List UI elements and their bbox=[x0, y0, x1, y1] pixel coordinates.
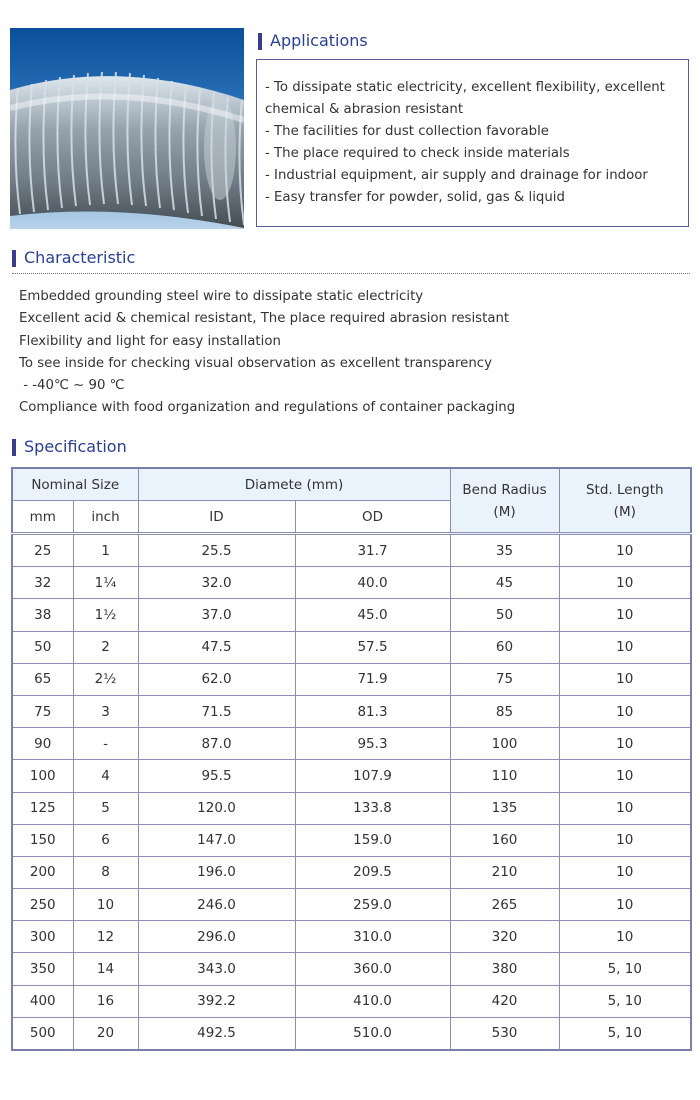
header-bend-radius-label: Bend Radius bbox=[462, 481, 547, 498]
characteristic-line: - -40℃ ~ 90 ℃ bbox=[19, 378, 125, 394]
cell-mm: 200 bbox=[12, 856, 73, 888]
cell-inch: 1 bbox=[73, 534, 138, 567]
cell-id: 87.0 bbox=[138, 728, 295, 760]
applications-line: - Industrial equipment, air supply and drainage for indoor bbox=[265, 168, 648, 183]
cell-std-length: 10 bbox=[559, 824, 691, 856]
cell-id: 343.0 bbox=[138, 953, 295, 985]
cell-od: 209.5 bbox=[295, 856, 450, 888]
table-row bbox=[12, 856, 691, 888]
cell-id: 37.0 bbox=[138, 599, 295, 631]
header-bend-radius-unit: (M) bbox=[493, 503, 516, 520]
table-row bbox=[12, 985, 691, 1017]
cell-id: 62.0 bbox=[138, 663, 295, 695]
cell-mm: 25 bbox=[12, 534, 73, 567]
cell-std-length: 5, 10 bbox=[559, 953, 691, 985]
cell-inch: 2½ bbox=[73, 663, 138, 695]
table-row bbox=[12, 760, 691, 792]
cell-bend-radius: 420 bbox=[450, 985, 559, 1017]
specification-table-body bbox=[12, 534, 691, 1051]
cell-mm: 400 bbox=[12, 985, 73, 1017]
applications-line: - To dissipate static electricity, excellent flexibility, excellent bbox=[265, 80, 665, 95]
cell-bend-radius: 265 bbox=[450, 889, 559, 921]
cell-std-length: 10 bbox=[559, 695, 691, 727]
header-diameter: Diamete (mm) bbox=[138, 468, 450, 501]
header-std-length-label: Std. Length bbox=[585, 481, 664, 498]
cell-od: 40.0 bbox=[295, 567, 450, 599]
cell-inch: - bbox=[73, 728, 138, 760]
characteristic-line: Flexibility and light for easy installation bbox=[19, 333, 281, 349]
cell-std-length: 10 bbox=[559, 631, 691, 663]
cell-id: 25.5 bbox=[138, 534, 295, 567]
table-row bbox=[12, 567, 691, 599]
cell-od: 133.8 bbox=[295, 792, 450, 824]
cell-id: 392.2 bbox=[138, 985, 295, 1017]
table-row bbox=[12, 953, 691, 985]
cell-id: 47.5 bbox=[138, 631, 295, 663]
cell-id: 147.0 bbox=[138, 824, 295, 856]
table-row bbox=[12, 889, 691, 921]
cell-std-length: 10 bbox=[559, 534, 691, 567]
cell-bend-radius: 110 bbox=[450, 760, 559, 792]
cell-od: 71.9 bbox=[295, 663, 450, 695]
cell-std-length: 10 bbox=[559, 728, 691, 760]
cell-std-length: 10 bbox=[559, 889, 691, 921]
cell-std-length: 10 bbox=[559, 663, 691, 695]
cell-mm: 150 bbox=[12, 824, 73, 856]
cell-id: 492.5 bbox=[138, 1017, 295, 1050]
cell-bend-radius: 85 bbox=[450, 695, 559, 727]
cell-mm: 65 bbox=[12, 663, 73, 695]
cell-bend-radius: 160 bbox=[450, 824, 559, 856]
cell-od: 360.0 bbox=[295, 953, 450, 985]
section-divider bbox=[12, 273, 690, 274]
applications-box bbox=[256, 59, 689, 227]
cell-bend-radius: 60 bbox=[450, 631, 559, 663]
cell-bend-radius: 210 bbox=[450, 856, 559, 888]
applications-line: - The place required to check inside materials bbox=[265, 146, 570, 161]
cell-od: 95.3 bbox=[295, 728, 450, 760]
cell-od: 81.3 bbox=[295, 695, 450, 727]
cell-bend-radius: 75 bbox=[450, 663, 559, 695]
applications-line: chemical & abrasion resistant bbox=[265, 102, 464, 117]
cell-inch: 1½ bbox=[73, 599, 138, 631]
cell-std-length: 10 bbox=[559, 760, 691, 792]
cell-mm: 100 bbox=[12, 760, 73, 792]
cell-inch: 12 bbox=[73, 921, 138, 953]
header-std-length bbox=[559, 468, 691, 534]
cell-inch: 3 bbox=[73, 695, 138, 727]
characteristic-title: Characteristic bbox=[12, 249, 135, 267]
header-mm: mm bbox=[12, 501, 73, 534]
specification-title: Specification bbox=[12, 438, 127, 456]
cell-id: 196.0 bbox=[138, 856, 295, 888]
table-row bbox=[12, 792, 691, 824]
table-row bbox=[12, 728, 691, 760]
cell-od: 510.0 bbox=[295, 1017, 450, 1050]
characteristic-line: To see inside for checking visual observation as excellent transparency bbox=[19, 355, 492, 371]
cell-od: 45.0 bbox=[295, 599, 450, 631]
cell-std-length: 5, 10 bbox=[559, 985, 691, 1017]
cell-inch: 16 bbox=[73, 985, 138, 1017]
cell-bend-radius: 45 bbox=[450, 567, 559, 599]
characteristic-line: Excellent acid & chemical resistant, The place required abrasion resistant bbox=[19, 311, 510, 327]
cell-id: 246.0 bbox=[138, 889, 295, 921]
cell-std-length: 10 bbox=[559, 567, 691, 599]
header-std-length-unit: (M) bbox=[613, 503, 636, 520]
cell-mm: 125 bbox=[12, 792, 73, 824]
characteristic-list bbox=[19, 286, 515, 420]
cell-mm: 500 bbox=[12, 1017, 73, 1050]
table-row bbox=[12, 599, 691, 631]
table-row bbox=[12, 921, 691, 953]
cell-od: 107.9 bbox=[295, 760, 450, 792]
cell-od: 259.0 bbox=[295, 889, 450, 921]
cell-bend-radius: 320 bbox=[450, 921, 559, 953]
header-nominal-size: Nominal Size bbox=[12, 468, 138, 501]
cell-inch: 20 bbox=[73, 1017, 138, 1050]
cell-id: 120.0 bbox=[138, 792, 295, 824]
cell-mm: 50 bbox=[12, 631, 73, 663]
cell-mm: 75 bbox=[12, 695, 73, 727]
cell-bend-radius: 380 bbox=[450, 953, 559, 985]
cell-id: 32.0 bbox=[138, 567, 295, 599]
cell-inch: 4 bbox=[73, 760, 138, 792]
cell-mm: 250 bbox=[12, 889, 73, 921]
cell-bend-radius: 135 bbox=[450, 792, 559, 824]
cell-inch: 14 bbox=[73, 953, 138, 985]
cell-std-length: 10 bbox=[559, 792, 691, 824]
cell-id: 95.5 bbox=[138, 760, 295, 792]
product-photo-hose bbox=[10, 28, 244, 229]
cell-inch: 8 bbox=[73, 856, 138, 888]
cell-od: 159.0 bbox=[295, 824, 450, 856]
cell-od: 57.5 bbox=[295, 631, 450, 663]
cell-od: 310.0 bbox=[295, 921, 450, 953]
cell-std-length: 10 bbox=[559, 856, 691, 888]
cell-mm: 90 bbox=[12, 728, 73, 760]
cell-id: 71.5 bbox=[138, 695, 295, 727]
cell-inch: 1¼ bbox=[73, 567, 138, 599]
applications-line: - Easy transfer for powder, solid, gas & liquid bbox=[265, 190, 565, 205]
header-od: OD bbox=[295, 501, 450, 534]
cell-id: 296.0 bbox=[138, 921, 295, 953]
characteristic-line: Embedded grounding steel wire to dissipate static electricity bbox=[19, 289, 424, 304]
header-inch: inch bbox=[73, 501, 138, 534]
header-id: ID bbox=[138, 501, 295, 534]
cell-inch: 6 bbox=[73, 824, 138, 856]
cell-mm: 300 bbox=[12, 921, 73, 953]
table-row bbox=[12, 824, 691, 856]
table-row bbox=[12, 534, 691, 567]
header-bend-radius bbox=[450, 468, 559, 534]
cell-std-length: 10 bbox=[559, 599, 691, 631]
cell-od: 410.0 bbox=[295, 985, 450, 1017]
table-row bbox=[12, 663, 691, 695]
cell-std-length: 5, 10 bbox=[559, 1017, 691, 1050]
cell-inch: 2 bbox=[73, 631, 138, 663]
applications-title: Applications bbox=[258, 32, 368, 50]
table-row bbox=[12, 695, 691, 727]
cell-od: 31.7 bbox=[295, 534, 450, 567]
cell-bend-radius: 35 bbox=[450, 534, 559, 567]
specification-table bbox=[11, 467, 692, 1051]
cell-std-length: 10 bbox=[559, 921, 691, 953]
table-row bbox=[12, 1017, 691, 1050]
characteristic-line: Compliance with food organization and regulations of container packaging bbox=[19, 400, 516, 416]
cell-inch: 5 bbox=[73, 792, 138, 824]
cell-bend-radius: 50 bbox=[450, 599, 559, 631]
cell-inch: 10 bbox=[73, 889, 138, 921]
cell-mm: 38 bbox=[12, 599, 73, 631]
cell-mm: 32 bbox=[12, 567, 73, 599]
cell-mm: 350 bbox=[12, 953, 73, 985]
cell-bend-radius: 530 bbox=[450, 1017, 559, 1050]
cell-bend-radius: 100 bbox=[450, 728, 559, 760]
applications-line: - The facilities for dust collection favorable bbox=[265, 124, 549, 139]
table-row bbox=[12, 631, 691, 663]
